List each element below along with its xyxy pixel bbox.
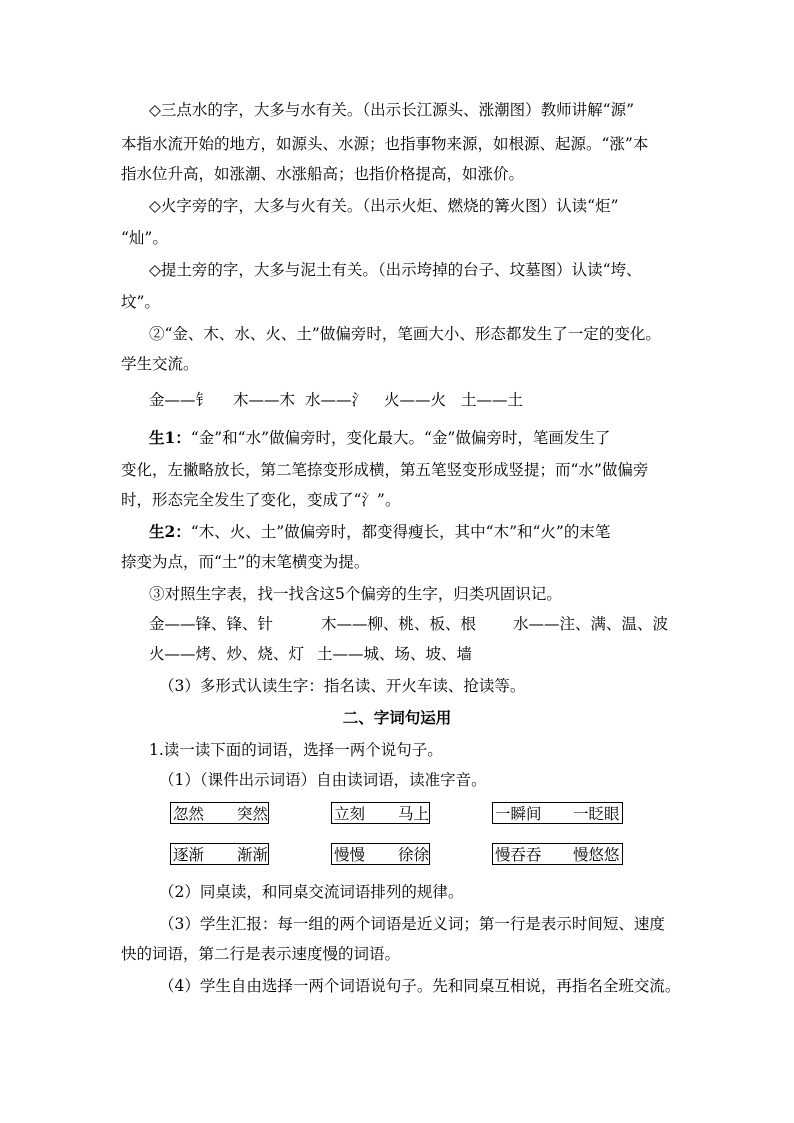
- word-pair-box: 慢慢 徐徐: [331, 843, 430, 865]
- paragraph: 本指水流开始的地方，如源头、水源；也指事物来源，如根源、起源。“涨”本: [121, 135, 649, 153]
- paragraph: 生1：“金”和“水”做偏旁时，变化最大。“金”做偏旁时，笔画发生了: [149, 428, 611, 447]
- paragraph: （2）同桌读，和同桌交流词语排列的规律。: [159, 883, 464, 901]
- word-pair-box: 立刻 马上: [331, 802, 430, 824]
- paragraph: 变化，左撇略放长，第二笔捺变形成横，第五笔竖变形成竖提；而“水”做偏旁: [121, 461, 649, 479]
- paragraph: （1）（课件出示词语）自由读词语，读准字音。: [159, 771, 487, 789]
- character-group-row: 火——烤、炒、烧、灯 土——城、场、坡、墙: [149, 645, 473, 663]
- section-heading: 二、字词句运用: [342, 708, 452, 727]
- paragraph: 指水位升高，如涨潮、水涨船高；也指价格提高，如涨价。: [121, 165, 525, 183]
- word-pair-box: 逐渐 渐渐: [170, 843, 269, 865]
- radical-pair: 土——土: [461, 391, 524, 409]
- paragraph: ◇三点水的字，大多与水有关。（出示长江源头、涨潮图）教师讲解“源”: [149, 101, 635, 119]
- radical-pair: 木——木: [233, 391, 296, 409]
- paragraph: 学生交流。: [121, 355, 199, 373]
- word-pair-box: 一瞬间 一眨眼: [492, 802, 623, 824]
- word-pair-box: 慢吞吞 慢悠悠: [492, 843, 623, 865]
- paragraph: 快的词语，第二行是表示速度慢的词语。: [121, 945, 401, 963]
- radical-pair: 火——火: [384, 391, 447, 409]
- paragraph: 捺变为点，而“土”的末笔横变为提。: [121, 553, 370, 571]
- paragraph: （3）多形式认读生字：指名读、开火车读、抢读等。: [159, 677, 526, 695]
- character-group-row: 金——锋、锋、针 木——柳、桃、板、根 水——注、满、温、波: [149, 615, 669, 633]
- paragraph: （3）学生汇报：每一组的两个词语是近义词；第一行是表示时间短、速度: [159, 915, 665, 933]
- paragraph: 1.读一读下面的词语，选择一两个说句子。: [149, 741, 443, 759]
- word-pair-box: 忽然 突然: [170, 802, 269, 824]
- paragraph: （4）学生自由选择一两个词语说句子。先和同桌互相说，再指名全班交流。: [159, 977, 681, 995]
- radical-pair: 水——氵: [305, 391, 368, 409]
- paragraph: 时，形态完全发生了变化，变成了“氵”。: [121, 491, 401, 509]
- paragraph: 生2：“木、火、土”做偏旁时，都变得瘦长，其中“木”和“火”的末笔: [149, 522, 611, 541]
- radical-pair: 金——钅: [149, 391, 212, 409]
- paragraph: 坟”。: [121, 293, 160, 311]
- paragraph: ③对照生字表，找一找含这5个偏旁的生字，归类巩固识记。: [149, 585, 562, 603]
- paragraph: ◇提土旁的字，大多与泥土有关。（出示垮掉的台子、坟墓图）认读“垮、: [149, 261, 642, 279]
- paragraph: ◇火字旁的字，大多与火有关。（出示火炬、燃烧的篝火图）认读“炬”: [149, 197, 619, 215]
- paragraph: ②“金、木、水、火、土”做偏旁时，笔画大小、形态都发生了一定的变化。: [149, 325, 661, 343]
- radical-row: [0, 390, 794, 410]
- paragraph: “灿”。: [121, 229, 168, 247]
